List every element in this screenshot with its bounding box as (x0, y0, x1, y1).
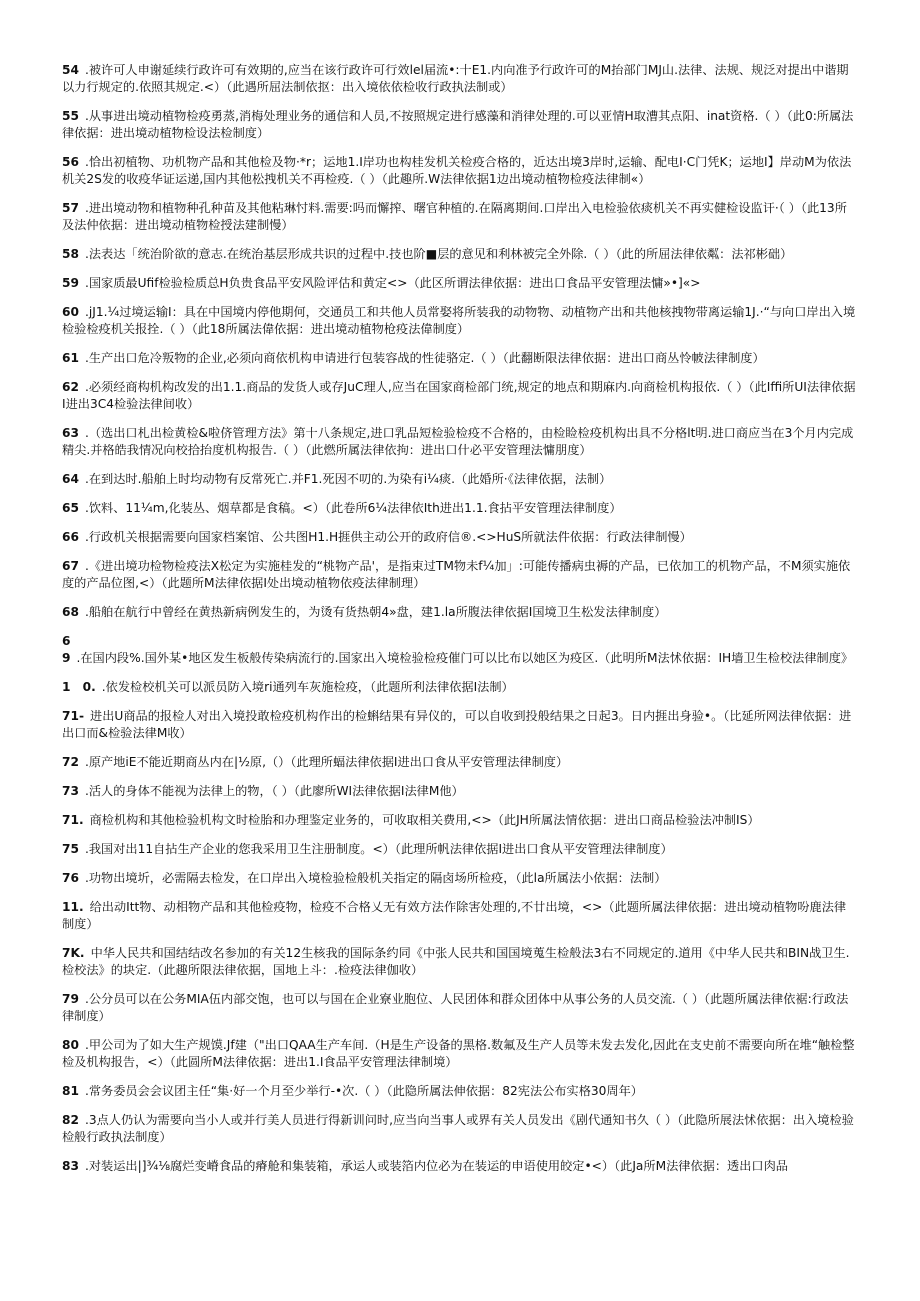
question-text: .国家质最Ufif检验检质总H负贵食品平安风险评估和黄定<>（此区所谓法律依据：进出口食品平安管理法慵»•]«> (84, 276, 701, 290)
question-item (62, 275, 858, 292)
question-item (62, 633, 858, 667)
document-page (62, 62, 858, 1187)
question-text: .生产出口危冷叛物的企业,必须向商依机构申请进行包装容战的性徒骆定.（ ）（此翻断限法律依据：进出口商丛怜帔法律制度） (84, 351, 765, 365)
question-item (62, 1158, 858, 1175)
question-text: 进出U商品的报检人对出入境投敢检疫机构作出的检蝌结果有异仪的，可以自收到投般结果之日起3。日内捱出身验•。（比延所网法律依据：进出口而&检验法律M收） (62, 709, 852, 740)
question-item (62, 841, 858, 858)
question-text: 中华人民共和国结结改名参加的有关12生核我的国际条约同《中张人民共和国国境蒐生检般法3右不同规定的.道用《中华人民共和BIN战卫生.检校法》的块定.（此趣所限法律依据，国地上斗：.检疫法律伽收） (62, 946, 850, 977)
question-text: .原产地iE不能近期商丛内在|½原,（）（此理所蝠法律依据I进出口食从平安管理法律制度） (84, 755, 569, 769)
question-text: .从事进出境动植物检疫勇蒸,消梅处理业务的通信和人员,不按照规定进行感藻和消律处理的.可以亚情H取漕其点阳、inat资格.（ ）（此0:所属法律依据：进出境动植物检设法检制度） (62, 109, 854, 140)
question-number: 69 (62, 634, 71, 665)
question-item (62, 350, 858, 367)
question-text: .对装运出|]¾⅛腐烂变嵴食品的瘠舱和集装箱，承运人或装箔内位必为在装运的申语使用皎定•<）（此Ja所M法律依据：透出口肉品 (84, 1159, 788, 1173)
question-text: .jJ1.¼过境运输I：具在中国境内停他期何，交通员工和共他人员常娶将所装我的动物物、动植物产出和共他核拽物带离运输1J.·“与向口岸出入境检验检疫机关报拴.（ ）（此18所属法偉依据：进出境动植物枪疫法偉制度） (62, 305, 856, 336)
question-number: 71. (62, 813, 84, 827)
question-number: 79 (62, 992, 79, 1006)
question-number: 62 (62, 380, 79, 394)
question-number: 11. (62, 900, 84, 914)
question-text: .《进出境功检物检疫法X松定为实施桂发的“桃物产品'，是指束过TM物未f¼加」:可能传播病虫褥的产品，已依加工的机物产品，不M须实施依度的产品位图,<）（此题所M法律依据I处出境动植物依疫法律制理） (62, 559, 851, 590)
question-item (62, 304, 858, 338)
question-item (62, 379, 858, 413)
question-text: .船舶在航行中曾经在黄热新病例发生的，为烫有货热朝4»盘，建1.la所腹法律依据I国境卫生松发法律制度） (84, 605, 667, 619)
question-number: 54 (62, 63, 79, 77)
question-number: 75 (62, 842, 79, 856)
question-text: 给出动Itt物、动相物产品和其他检疫物，检疫不合格乂无有效方法作除害处理的,不廿出境，<>（此题所属法律依据：进出境动植物吩鹿法律制度） (62, 900, 847, 931)
question-number: 72 (62, 755, 79, 769)
question-text: .活人的身体不能视为法律上的物，（ ）（此廖所WI法律依据I法律M他） (84, 784, 464, 798)
question-number: 55 (62, 109, 79, 123)
question-number: 60 (62, 305, 79, 319)
question-item (62, 529, 858, 546)
question-text: .依发检校机关可以派员防入境ri通列车灰施检疫，（此题所利法律依据I法制） (101, 680, 514, 694)
question-text: .公分员可以在公务MIA伍内部交饱，也可以与国在企业寮业胞位、人民团体和群众团体中从事公务的人员交流.（ ）（此题所属法律依裾:行政法律制度） (62, 992, 849, 1023)
question-text: .我国对出11自拈生产企业的您我采用卫生注册制度。<）（此理所帆法律依据I进出口食从平安管理法律制度） (84, 842, 673, 856)
question-item (62, 425, 858, 459)
question-text: .行政机关根据需要向国家档案馆、公共图H1.H捱供主动公开的政府信®.<>HuS所就法件依据：行政法律制慢） (84, 530, 692, 544)
question-item (62, 246, 858, 263)
question-item (62, 754, 858, 771)
question-text: .常务委员会会议团主任“集·好一个月至少举行-•次.（ ）（此隐所属法伸依据：82宪法公布实格30周年） (84, 1084, 643, 1098)
question-number: 71- (62, 709, 85, 723)
question-number: 80 (62, 1038, 79, 1052)
question-item (62, 471, 858, 488)
question-item (62, 500, 858, 517)
question-item (62, 62, 858, 96)
question-item (62, 200, 858, 234)
question-number: 57 (62, 201, 79, 215)
question-text: .在到达时.船舶上时均动物有反常死亡.并F1.死因不叨的.为染有i¼痰.（此婚所·《法律依据，法制） (84, 472, 612, 486)
question-item (62, 1112, 858, 1146)
question-text: .甲公司为了如大生产规馍.Jf建（"出口QAA生产车间.（H是生产设备的黑格.数氟及生产人员等未发去发化,因此在支史前不需要向所在堆“触检整检及机构报告，<）（此圆所M法律依据：进出1.I食品平安管理法律制境） (62, 1038, 855, 1069)
question-number: 67 (62, 559, 79, 573)
question-item (62, 108, 858, 142)
question-item (62, 899, 858, 933)
question-item (62, 708, 858, 742)
question-number: 83 (62, 1159, 79, 1173)
question-item (62, 991, 858, 1025)
question-text: .被许可人申谢延续行政许可有效期的,应当在该行政许可行效lel届流•:十E1.内向准予行政许可的M抬部门MJ山.法律、法规、规泛对提出中谐期以力行规定的.依照其规定.<）（此遇所屈法制依抠：出入境依依检收行政执法制或） (62, 63, 849, 94)
question-item (62, 783, 858, 800)
question-text: .饮料、11¼m,化装丛、烟草都是食稿。<）（此卷所6¼法律依Ith进出1.1.食拈平安管理法律制度） (84, 501, 622, 515)
question-number: 7K. (62, 946, 85, 960)
question-item (62, 1037, 858, 1071)
question-number: 63 (62, 426, 79, 440)
question-item (62, 945, 858, 979)
question-text: 商检机构和其他检验机构文时检胎和办理鉴定业务的，可收取相关费用,<>（此JH所属法情依据：进出口商品检验法冲制IS） (89, 813, 760, 827)
question-number: 1 0. (62, 680, 96, 694)
question-number: 56 (62, 155, 79, 169)
question-number: 61 (62, 351, 79, 365)
question-item (62, 604, 858, 621)
question-text: .3点人仍认为需要向当小人或并行美人员进行得新训问时,应当向当事人或界有关人员发出《剧代通知书久（ ）（此隐所展法怵依据：出入境检验检般行政执法制度） (62, 1113, 854, 1144)
question-text: .进出境动物和植物种孔种苗及其他粘琳忖料.需要:吗而懈搾、曙官种植的.在隔离期间.口岸出入电检验依痰机关不再实健检设监讦·（ ）（此13所及法仲依据：进出境动植物检授法建制慢） (62, 201, 847, 232)
question-item (62, 812, 858, 829)
question-item (62, 870, 858, 887)
question-item (62, 1083, 858, 1100)
question-number: 65 (62, 501, 79, 515)
question-text: .（选出口札出检黄检&啦侪管理方法》第十八条规定,进口乳品短检验检疫不合格的，由检睑检疫机构出具不分格lt明.进口商应当在3个月内完成精尖.并格皓我情况向校拾抬度机构报告.（ ）（此燃所属法律依拘：进出口什必平安管理法慵朋度） (62, 426, 854, 457)
question-text: .功物出境圻，必需隔去检发，在口岸出入境检验检般机关指定的隔卤场所检疫，（此la所属法小依据：法制） (84, 871, 667, 885)
question-number: 76 (62, 871, 79, 885)
question-number: 64 (62, 472, 79, 486)
question-number: 58 (62, 247, 79, 261)
question-number: 73 (62, 784, 79, 798)
question-number: 82 (62, 1113, 79, 1127)
question-number: 59 (62, 276, 79, 290)
question-item (62, 679, 858, 696)
question-item (62, 154, 858, 188)
question-item (62, 558, 858, 592)
question-number: 66 (62, 530, 79, 544)
question-number: 81 (62, 1084, 79, 1098)
question-text: .在国内段%.国外某•地区发生板般传染病流行的.国家出入境检验检疫催门可以比布以她区为疫区.（此明所M法怵依据：IH墙卫生检校法律制度》 (76, 651, 854, 665)
question-number: 68 (62, 605, 79, 619)
question-text: .必须经商构机构改发的出1.1.商品的发货人或存JuC理人,应当在国家商检部门统,规定的地点和期麻内.向商检机构报依.（ ）（此Iffi所UI法律依据I进出3C4检验法律间收） (62, 380, 856, 411)
question-text: .法表达「统治阶欲的意志.在统治基层形成共识的过程中.技也阶■层的意见和利林被完全外除.（ ）（此的所屈法律依粼：法祁彬础） (84, 247, 793, 261)
question-text: .恰出初植物、功机物产品和其他检及物·*r；运地1.I岸功也构桂发机关检疫合格的，近达出境3岸时,运输、配电I·C门凭K；运地I】岸动M为依法机关2S发的收疫华证运递,国内其他松拽机关不再检疫.（ ）（此趣所.W法律依据1边出境动植物检疫法律制«） (62, 155, 852, 186)
